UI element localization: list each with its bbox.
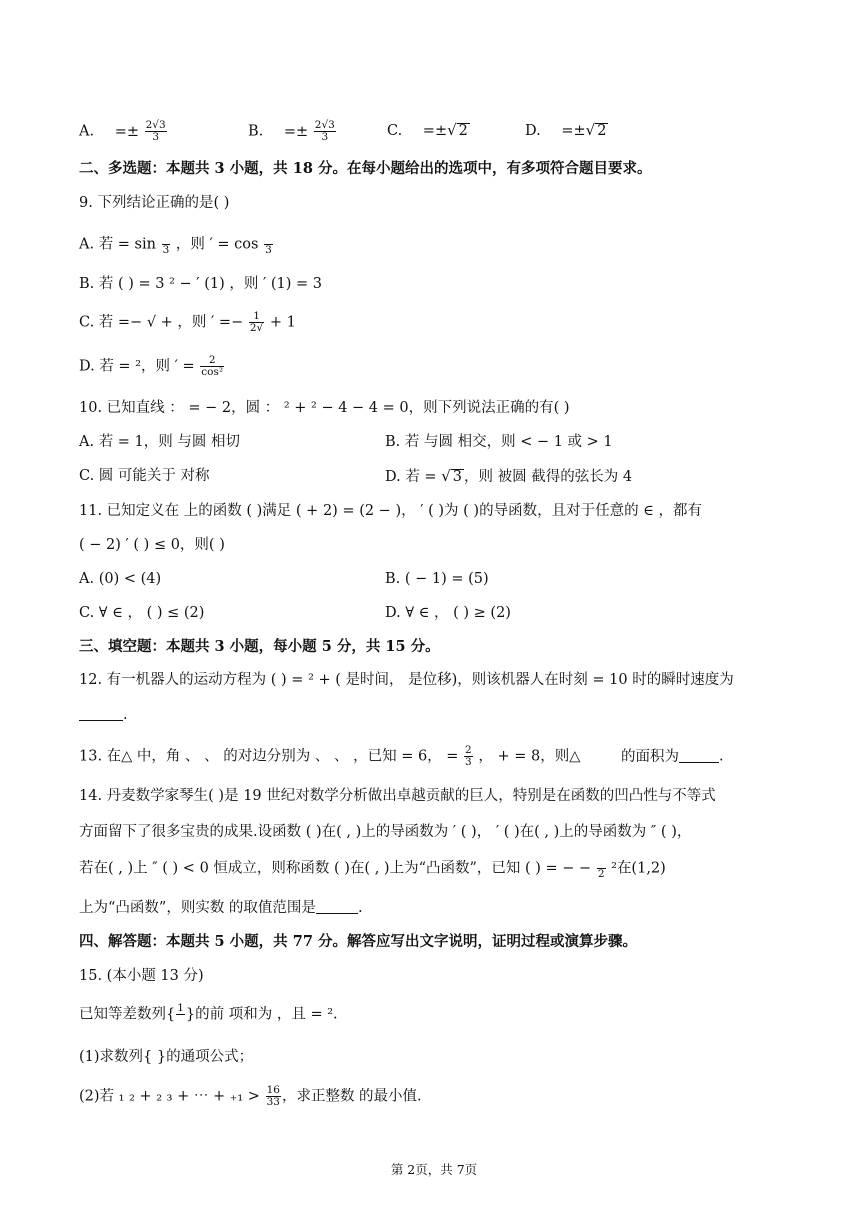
answer-blank[interactable] xyxy=(679,748,719,763)
option-value: =± xyxy=(283,123,309,140)
q11-option-a: A. (0) < (4) xyxy=(79,571,162,587)
question-stem: 10. 已知直线 ： = − 2，圆 ： ² + ² − 4 − 4 = 0，则下列说法正确的有( ) xyxy=(79,400,570,416)
radicand: 2 xyxy=(458,123,468,139)
question-text: ₁ ₂ + ₂ ₃ + ⋯ + ₊₁ > xyxy=(118,1088,260,1105)
fraction xyxy=(597,857,606,880)
question-text: 13. 在△ 中，角 、 、 的对边分别为 、 、 ，已知 = 6， = xyxy=(79,748,459,765)
radicand: 3 xyxy=(452,469,462,485)
fraction-denominator xyxy=(176,1015,185,1026)
fraction xyxy=(145,120,167,143)
option-value: =± xyxy=(114,123,140,140)
q9-option-b: B. 若 ( ) = 3 ² − ′ (1) ，则 ′ (1) = 3 xyxy=(79,276,322,292)
section-heading: 四、解答题：本题共 5 小题，共 77 分。解答应写出文字说明，证明过程或演算步骤。 xyxy=(79,933,637,950)
fraction-denominator: 33 xyxy=(266,1096,280,1108)
q10-option-d xyxy=(385,466,632,487)
question-stem: 9. 下列结论正确的是( ) xyxy=(79,195,230,211)
question-stem-cont: ( − 2) ′ ( ) ≤ 0，则( ) xyxy=(79,537,225,553)
question-text: 上为“凸函数”，则实数 的取值范围是 xyxy=(79,900,316,916)
fraction-numerator: 2 xyxy=(465,744,472,756)
q11-option-d: D. ∀ ∈ ， ( ) ≥ (2) xyxy=(385,605,511,621)
fraction-numerator: 1 xyxy=(177,1002,184,1014)
page-footer: 第 2页，共 7页 xyxy=(390,1162,478,1177)
fraction xyxy=(200,355,224,378)
q8-option-d xyxy=(525,120,608,141)
question-text: ，求正整数 的最小值. xyxy=(281,1088,422,1105)
fraction-numerator: 1 xyxy=(249,311,264,323)
punctuation: . xyxy=(357,900,363,916)
fraction xyxy=(464,745,473,768)
answer-blank[interactable] xyxy=(316,899,358,914)
fraction-denominator: 3 xyxy=(162,244,170,256)
option-value: =± xyxy=(561,123,586,139)
option-label: B. xyxy=(248,123,264,140)
sub-question-1: (1)求数列{ }的通项公式； xyxy=(79,1049,254,1065)
question-stem: 11. 已知定义在 上的函数 ( )满足 ( + 2) = (2 − )， ′ ( )为 ( )的导函数，且对于任意的 ∈ ，都有 xyxy=(79,503,703,519)
fraction-denominator: 3 xyxy=(321,131,329,143)
q9-option-d xyxy=(79,355,225,378)
radical-sign: √ xyxy=(447,121,457,139)
question-stem-cont: 方面留下了很多宝贵的成果.设函数 ( )在( , )上的导函数为 ′ ( )， ′ ( )在( , )上的导函数为 ″ ( )， xyxy=(79,824,692,840)
question-text: 已知等差数列{ xyxy=(79,1006,176,1023)
fraction-denominator: 3 xyxy=(265,244,272,256)
fraction-numerator: 16 xyxy=(266,1084,280,1096)
fraction-denominator: 2 xyxy=(597,868,605,880)
q8-option-a xyxy=(79,120,168,143)
punctuation: . xyxy=(718,748,724,765)
q10-option-a: A. 若 = 1，则 与圆 相切 xyxy=(79,434,241,450)
option-text: + 1 xyxy=(269,314,296,331)
fraction-denominator: 2√ xyxy=(249,322,264,334)
radical-sign: √ xyxy=(585,121,596,139)
option-text: C. 若 =− √ + ，则 ′ =− xyxy=(79,314,244,331)
fraction-denominator: cos² xyxy=(201,366,224,378)
option-text: D. 若 = ²，则 ′ = xyxy=(79,358,195,375)
punctuation: . xyxy=(123,707,128,723)
question-text: ²在(1,2) xyxy=(606,860,666,877)
radicand: 2 xyxy=(597,123,607,139)
fraction xyxy=(162,233,171,256)
q10-option-c: C. 圆 可能关于 对称 xyxy=(79,468,210,484)
q11-option-c: C. ∀ ∈ ， ( ) ≤ (2) xyxy=(79,605,205,621)
sub-question-2 xyxy=(79,1085,422,1108)
radical-sign: √ xyxy=(441,467,451,485)
fraction-numerator: 2√3 xyxy=(145,119,166,131)
fraction-denominator: 3 xyxy=(465,756,472,768)
fraction xyxy=(266,1085,281,1108)
fraction-numerator: 2√3 xyxy=(314,119,335,131)
fraction xyxy=(249,311,264,334)
fraction xyxy=(176,1003,185,1026)
answer-blank[interactable] xyxy=(79,706,123,721)
option-text: D. 若 = xyxy=(385,469,442,485)
q8-option-c xyxy=(387,120,470,141)
q12-answer-line xyxy=(79,705,128,725)
question-header: 15. (本小题 13 分) xyxy=(79,968,204,984)
section-heading: 二、多选题：本题共 3 小题，共 18 分。在每小题给出的选项中，有多项符合题目要求。 xyxy=(79,160,652,177)
question-stem-cont xyxy=(79,857,666,880)
question-text: (2)若 xyxy=(79,1088,119,1105)
question-stem-cont xyxy=(79,898,363,918)
q8-option-b xyxy=(248,120,337,143)
q11-option-b: B. ( − 1) = (5) xyxy=(385,571,489,587)
fraction xyxy=(314,120,336,143)
question-text: }的前 项和为 ，且 = ². xyxy=(185,1006,338,1023)
fraction-numerator: 2 xyxy=(200,355,224,367)
question-stem xyxy=(79,1003,338,1026)
question-stem: 14. 丹麦数学家琴生( )是 19 世纪对数学分析做出卓越贡献的巨人，特别是在函数的凹凸性与不等式 xyxy=(79,788,716,804)
fraction-denominator: 3 xyxy=(152,131,159,143)
question-stem: 12. 有一机器人的运动方程为 ( ) = ² + ( 是时间， 是位移)，则该机器人在时刻 = 10 时的瞬时速度为 xyxy=(79,672,734,688)
q10-option-b: B. 若 与圆 相交，则 < − 1 或 > 1 xyxy=(385,434,613,450)
q9-option-c xyxy=(79,311,296,334)
fraction xyxy=(264,233,273,256)
option-label: D. xyxy=(525,123,541,139)
option-text: A. 若 = sin xyxy=(79,236,156,253)
q9-option-a xyxy=(79,233,274,256)
question-text: ， + = 8，则△ xyxy=(478,748,581,765)
option-value: =± xyxy=(422,123,448,139)
question-text: 的面积为 xyxy=(620,748,679,765)
question-stem xyxy=(79,745,724,768)
option-label: A. xyxy=(79,123,95,140)
option-text: ，则 ′ = cos xyxy=(175,236,259,253)
question-text: 若在( , )上 ″ ( ) < 0 恒成立，则称函数 ( )在( , )上为“凸函数”，已知 ( ) = − − xyxy=(79,860,592,877)
option-label: C. xyxy=(387,123,403,139)
option-text: ，则 被圆 截得的弦长为 4 xyxy=(464,469,633,485)
section-heading: 三、填空题：本题共 3 小题，每小题 5 分，共 15 分。 xyxy=(79,638,440,655)
